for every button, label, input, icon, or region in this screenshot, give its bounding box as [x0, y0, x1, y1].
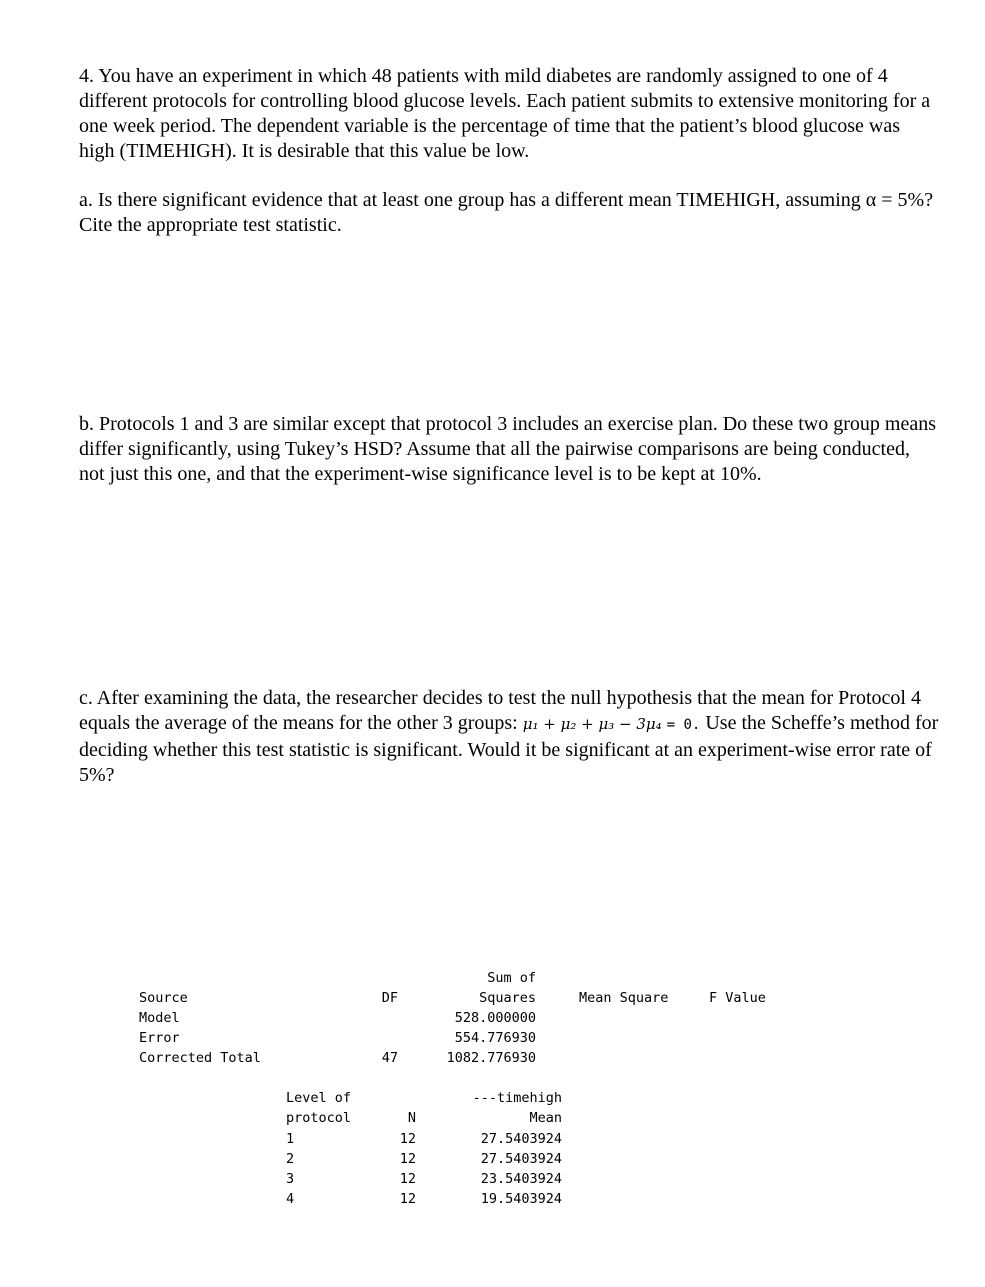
anova-header-row-1 [0, 968, 985, 988]
anova-ss: 528.000000 [454, 1010, 536, 1026]
means-row [0, 1149, 985, 1169]
means-header-n: N [407, 1110, 416, 1126]
part-c-rest: Use the Scheffe’s method for deciding whether this test statistic is significant. Would it be significant at an experiment-wise error rate of 5%? [79, 712, 939, 786]
part-c-formula: μ₁ + μ₂ + μ₃ − 3μ₄ [522, 715, 662, 733]
means-n: 12 [399, 1171, 416, 1187]
anova-header-f-value: F Value [709, 990, 766, 1006]
means-header-row-1 [0, 1088, 985, 1108]
means-n: 12 [399, 1191, 416, 1207]
anova-header-df: DF [381, 990, 398, 1006]
part-c-text [79, 686, 939, 788]
anova-row [0, 1008, 985, 1028]
means-n: 12 [399, 1131, 416, 1147]
means-header-variable: ---timehigh [472, 1090, 562, 1106]
anova-df: 47 [381, 1050, 398, 1066]
anova-ss: 1082.776930 [446, 1050, 536, 1066]
means-row [0, 1169, 985, 1189]
anova-header-squares: Squares [479, 990, 536, 1006]
means-level: 2 [286, 1151, 295, 1167]
means-row [0, 1189, 985, 1209]
means-n: 12 [399, 1151, 416, 1167]
means-header-mean: Mean [529, 1110, 562, 1126]
anova-source: Corrected Total [139, 1050, 261, 1066]
anova-header-sum-of: Sum of [487, 970, 536, 986]
means-header-protocol: protocol [286, 1110, 352, 1126]
part-b-text: b. Protocols 1 and 3 are similar except that protocol 3 includes an exercise plan. Do these two group means differ significantly, using Tukey’s HSD? Assume that all the pairwise comparisons are being conducted, not just this one, and that the experiment-wise significance level is to be kept at 10%. [79, 413, 936, 485]
means-level: 4 [286, 1191, 295, 1207]
anova-header-source: Source [139, 990, 188, 1006]
means-mean: 27.5403924 [480, 1151, 562, 1167]
means-mean: 19.5403924 [480, 1191, 562, 1207]
anova-row [0, 1048, 985, 1068]
part-c-line1: c. After examining the data, the researcher decides to test the null hypothesis that the mean for Protocol 4 equals the average of the means for the other 3 groups: [79, 687, 921, 734]
means-mean: 23.5403924 [480, 1171, 562, 1187]
anova-header-mean-square: Mean Square [579, 990, 669, 1006]
part-a-text: a. Is there significant evidence that at least one group has a different mean TIMEHIGH, assuming α = 5%? Cite the appropriate test statistic. [79, 189, 934, 236]
anova-source: Model [139, 1010, 180, 1026]
means-mean: 27.5403924 [480, 1131, 562, 1147]
anova-source: Error [139, 1030, 180, 1046]
means-header-row-2 [0, 1108, 985, 1128]
anova-ss: 554.776930 [454, 1030, 536, 1046]
anova-row [0, 1028, 985, 1048]
part-c-formula-eq: = 0. [666, 717, 701, 733]
anova-header-row-2 [0, 988, 985, 1008]
means-level: 1 [286, 1131, 295, 1147]
means-level: 3 [286, 1171, 295, 1187]
question-intro: 4. You have an experiment in which 48 patients with mild diabetes are randomly assigned to one of 4 different protocols for controlling blood glucose levels. Each patient submits to extensive monitoring for a one week period. The dependent variable is the percentage of time that the patient’s blood glucose was high (TIMEHIGH). It is desirable that this value be low. [79, 65, 931, 162]
means-row [0, 1129, 985, 1149]
means-header-level-of: Level of [286, 1090, 352, 1106]
